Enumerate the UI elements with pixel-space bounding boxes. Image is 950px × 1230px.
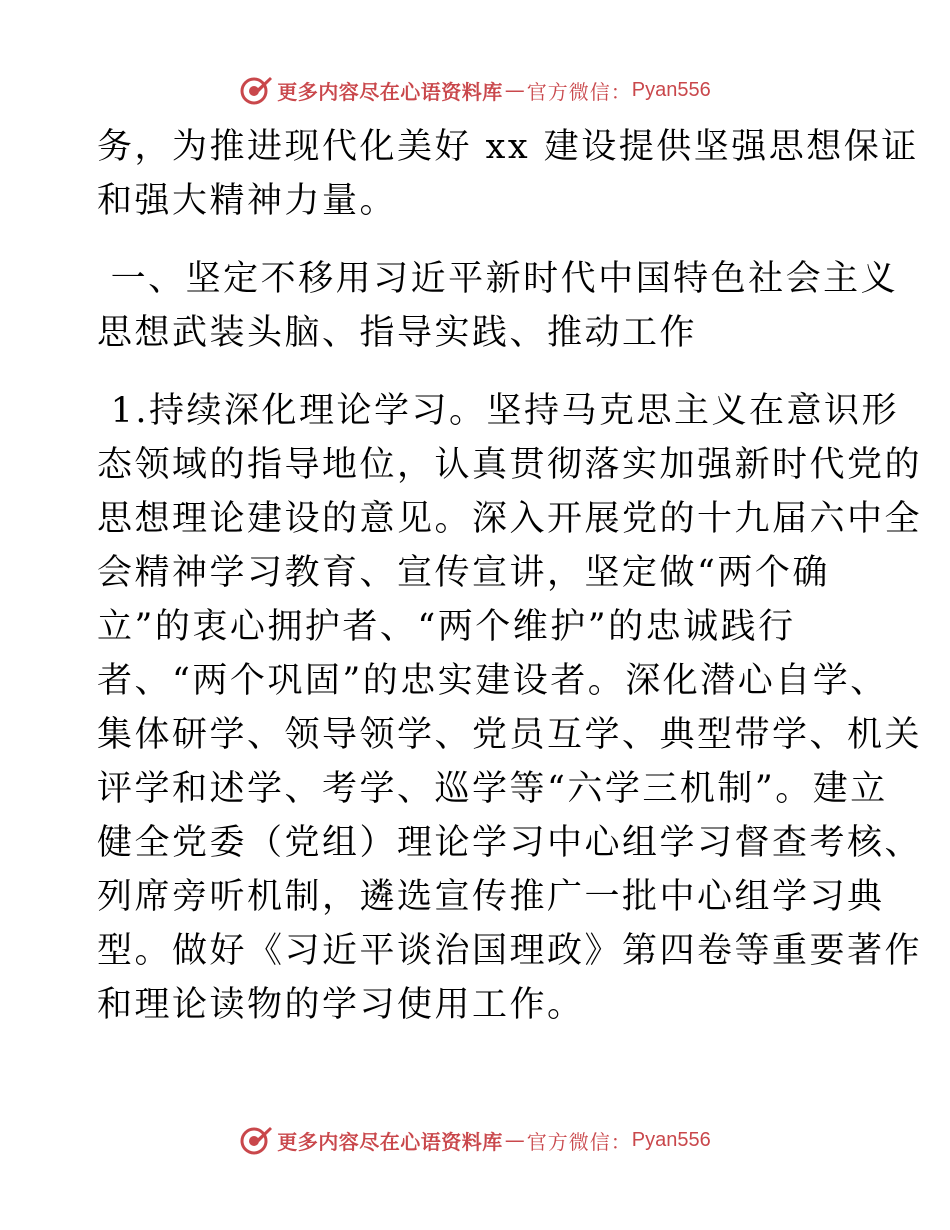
paragraph-theory-study (97, 384, 923, 1032)
watermark-wechat-label: 官方微信： (526, 79, 632, 104)
text-line: 务，为推进现代化美好 xx 建设提供坚强思想保证 (97, 127, 919, 167)
watermark-dash: — (504, 78, 525, 102)
paragraph-intro-tail (97, 120, 919, 228)
text-line: 态领域的指导地位，认真贯彻落实加强新时代党的 (97, 445, 923, 485)
footer-watermark (0, 1122, 950, 1158)
watermark-dash: — (504, 1128, 525, 1152)
heading-line: 思想武装头脑、指导实践、推动工作 (97, 313, 698, 353)
watermark-wechat-label: 官方微信： (526, 1129, 632, 1154)
text-line: 型。做好《习近平谈治国理政》第四卷等重要著作 (97, 931, 923, 971)
document-body (97, 120, 923, 1032)
text-line: 和强大精神力量。 (97, 181, 398, 221)
watermark-wechat-id: Pyan556 (631, 78, 711, 101)
watermark-library-text: 更多内容尽在心语资料库 (277, 79, 503, 104)
watermark-wechat-id: Pyan556 (631, 1128, 711, 1151)
text-line: 健全党委（党组）理论学习中心组学习督查考核、 (97, 823, 923, 863)
text-line: 评学和述学、考学、巡学等“六学三机制”。建立 (97, 769, 888, 809)
section-heading (97, 252, 899, 360)
watermark-library-text: 更多内容尽在心语资料库 (277, 1129, 503, 1154)
text-line: 立”的衷心拥护者、“两个维护”的忠诚践行 (97, 607, 796, 647)
text-line: 和理论读物的学习使用工作。 (97, 985, 585, 1025)
header-watermark (0, 72, 950, 108)
text-line: 集体研学、领导领学、党员互学、典型带学、机关 (97, 715, 923, 755)
text-line: 思想理论建设的意见。深入开展党的十九届六中全 (97, 499, 923, 539)
text-line: 者、“两个巩固”的忠实建设者。深化潜心自学、 (97, 661, 888, 701)
pen-logo-icon (239, 1123, 273, 1157)
pen-logo-icon (239, 73, 273, 107)
text-line: 1.持续深化理论学习。坚持马克思主义在意识形 (97, 391, 900, 431)
text-line: 会精神学习教育、宣传宣讲，坚定做“两个确 (97, 553, 830, 593)
text-line: 列席旁听机制，遴选宣传推广一批中心组学习典 (97, 877, 885, 917)
heading-line: 一、坚定不移用习近平新时代中国特色社会主义 (97, 259, 899, 299)
